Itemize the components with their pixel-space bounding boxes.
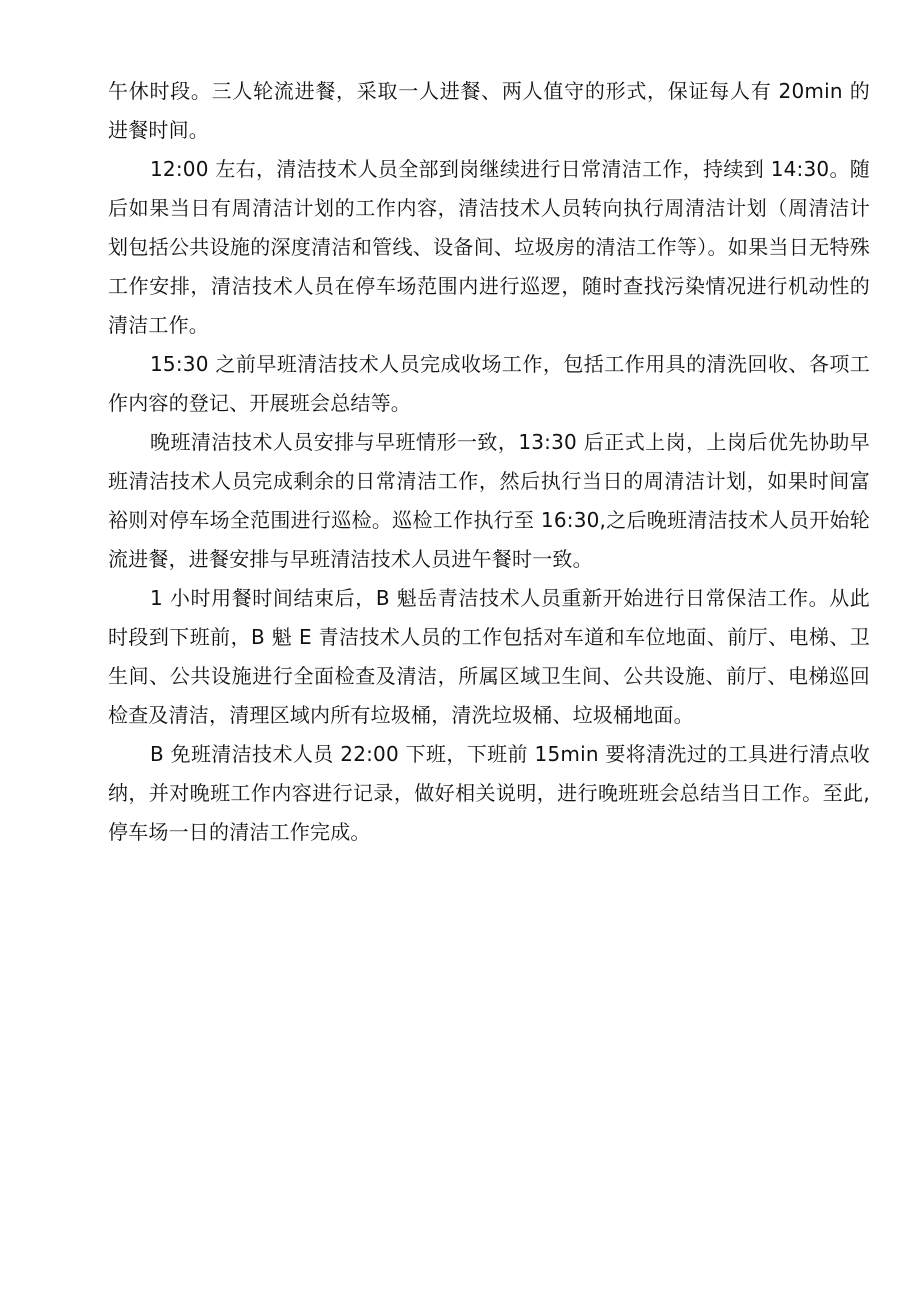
paragraph-lunch-break: 午休时段。三人轮流进餐，采取一人进餐、两人值守的形式，保证每人有 20min 的进餐时间。 [108, 79, 870, 142]
document-body [108, 72, 870, 852]
paragraph-noon-cleaning: 12:00 左右，清洁技术人员全部到岗继续进行日常清洁工作，持续到 14:30。随后如果当日有周清洁计划的工作内容，清洁技术人员转向执行周清洁计划（周清洁计划包括公共设施的深度清洁和管线、设备间、垃圾房的清洁工作等）。如果当日无特殊工作安排，清洁技术人员在停车场范围内进行巡逻，随时查找污染情况进行机动性的清洁工作。 [108, 157, 870, 337]
paragraph-end-of-day: B 免班清洁技术人员 22:00 下班，下班前 15min 要将清洗过的工具进行清点收纳，并对晚班工作内容进行记录，做好相关说明，进行晚班班会总结当日工作。至此,停车场一日的清洁工作完成。 [108, 742, 870, 844]
paragraph-morning-shift-close: 15:30 之前早班清洁技术人员完成收场工作，包括工作用具的清洗回收、各项工作内容的登记、开展班会总结等。 [108, 352, 870, 415]
paragraph-evening-shift: 晚班清洁技术人员安排与早班情形一致，13:30 后正式上岗，上岗后优先协助早班清洁技术人员完成剩余的日常清洁工作，然后执行当日的周清洁计划，如果时间富裕则对停车场全范围进行巡检。巡检工作执行至 16:30,之后晚班清洁技术人员开始轮流进餐，进餐安排与早班清洁技术人员进午餐时一致。 [108, 430, 870, 571]
paragraph-after-dinner: 1 小时用餐时间结束后，B 魁岳青洁技术人员重新开始进行日常保洁工作。从此时段到下班前，B 魁 E 青洁技术人员的工作包括对车道和车位地面、前厅、电梯、卫生间、公共设施进行全面检查及清洁，所属区域卫生间、公共设施、前厅、电梯巡回检查及清洁，清理区域内所有垃圾桶，清洗垃圾桶、垃圾桶地面。 [108, 586, 870, 727]
